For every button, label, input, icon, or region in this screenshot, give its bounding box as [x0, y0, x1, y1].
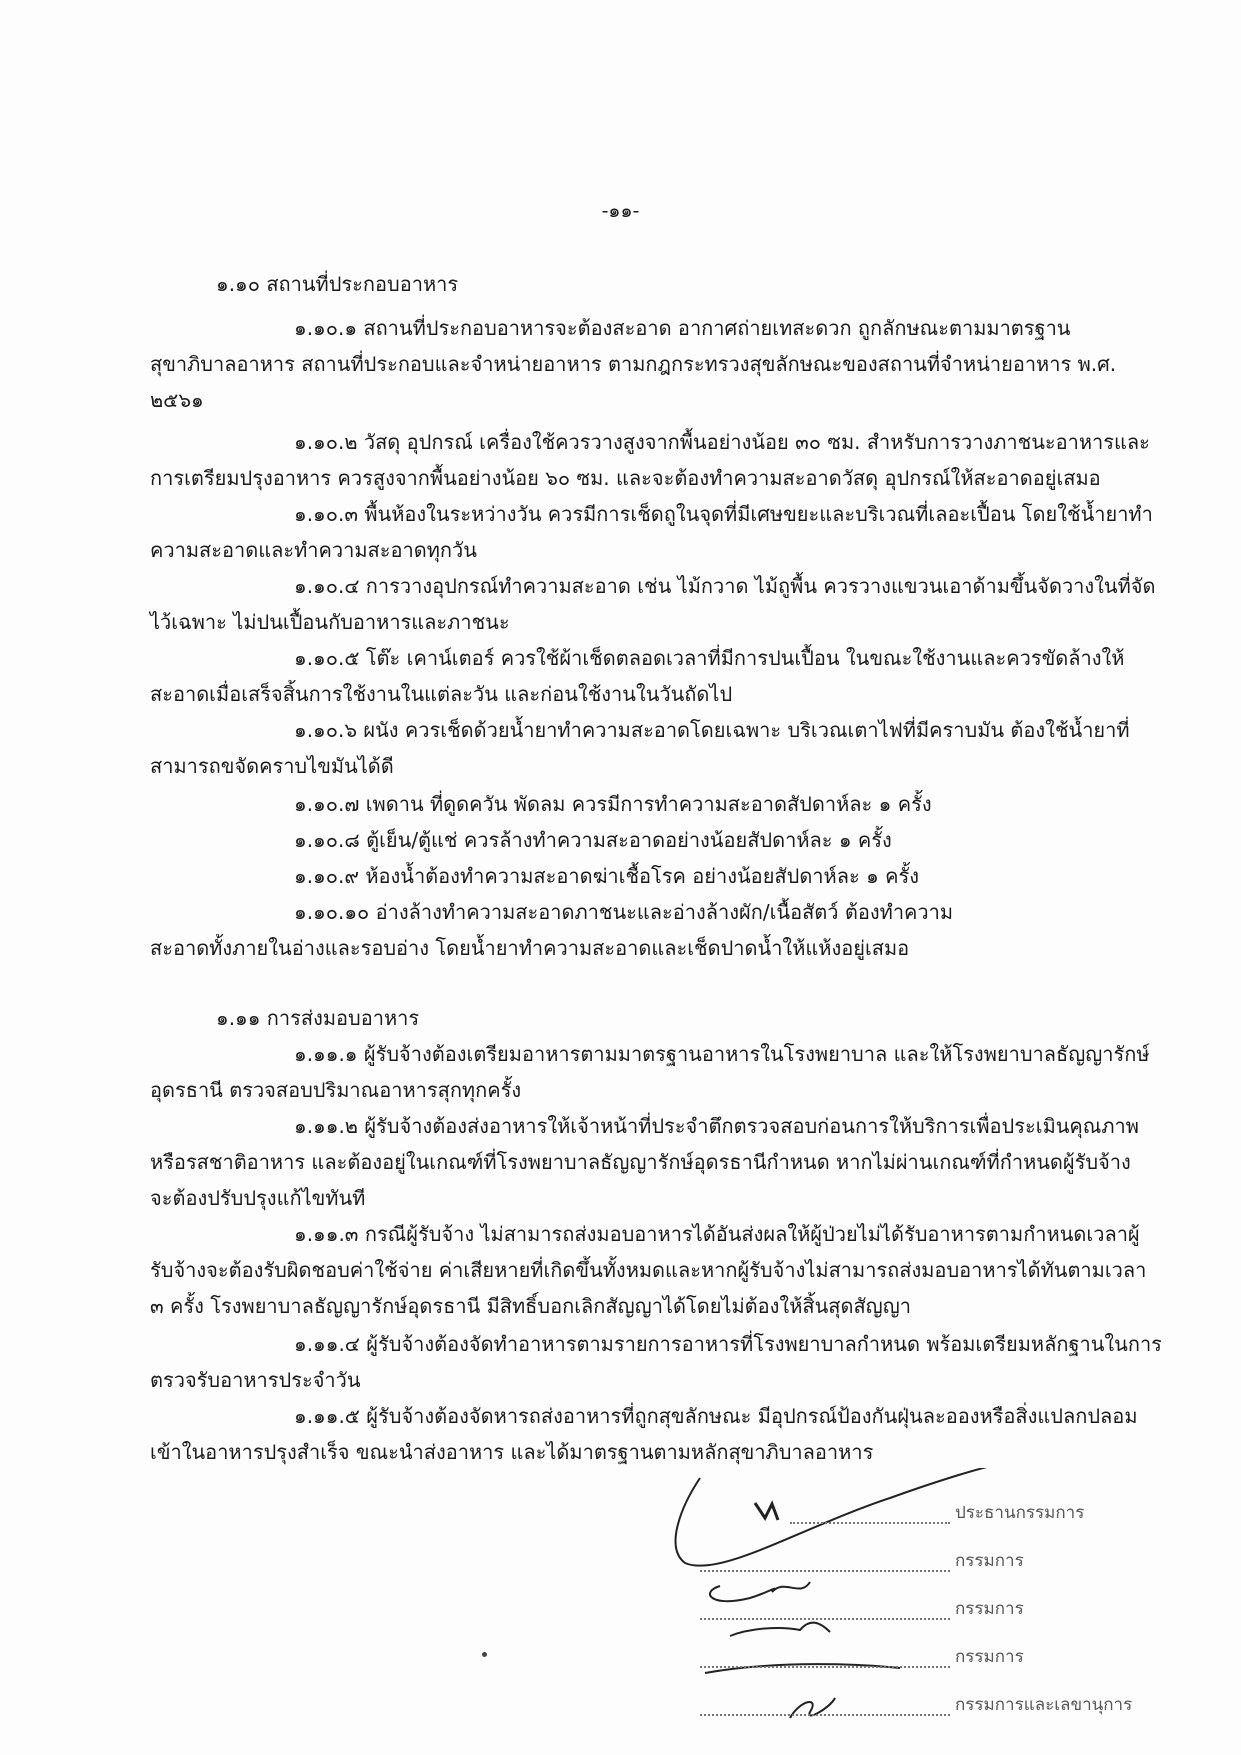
- paragraph-line: สะอาดทั้งภายในอ่างและรอบอ่าง โดยน้ำยาทำความสะอาดและเช็ดปาดน้ำให้แห้งอยู่เสมอ: [150, 936, 910, 960]
- signature-role: ประธานกรรมการ: [955, 1503, 1085, 1523]
- paragraph-line: ๑.๑๐.๙ ห้องน้ำต้องทำความสะอาดฆ่าเชื้อโรค อย่างน้อยสัปดาห์ละ ๑ ครั้ง: [294, 864, 920, 888]
- paragraph-line: สามารถขจัดคราบไขมันได้ดี: [150, 754, 394, 778]
- paragraph-line: ๑.๑๐.๒ วัสดุ อุปกรณ์ เครื่องใช้ควรวางสูงจากพื้นอย่างน้อย ๓๐ ซม. สำหรับการวางภาชนะอาหารและ: [294, 430, 1150, 454]
- paragraph-line: ๑.๑๑.๒ ผู้รับจ้างต้องส่งอาหารให้เจ้าหน้าที่ประจำตึกตรวจสอบก่อนการให้บริการเพื่อประเมินคุณภาพ: [294, 1114, 1139, 1138]
- paragraph-line: ๑.๑๐.๓ พื้นห้องในระหว่างวัน ควรมีการเช็ดถูในจุดที่มีเศษขยะและบริเวณที่เลอะเปื้อน โดยใช้น้ำยาทำ: [294, 502, 1153, 526]
- ink-dot: [482, 1652, 487, 1657]
- paragraph-line: ๑.๑๐.๔ การวางอุปกรณ์ทำความสะอาด เช่น ไม้กวาด ไม้ถูพื้น ควรวางแขวนเอาด้ามขึ้นจัดวางในที่จัด: [294, 574, 1156, 598]
- signature-row: [660, 1634, 1200, 1674]
- signature-role: กรรมการ: [955, 1647, 1024, 1667]
- paragraph-line: ๑.๑๐.๕ โต๊ะ เคาน์เตอร์ ควรใช้ผ้าเช็ดตลอดเวลาที่มีการปนเปื้อน ในขณะใช้งานและควรขัดล้างให้: [294, 646, 1125, 670]
- paragraph-line: ๓ ครั้ง โรงพยาบาลธัญญารักษ์อุดรธานี มีสิทธิ์บอกเลิกสัญญาได้โดยไม่ต้องให้สิ้นสุดสัญญา: [150, 1294, 911, 1318]
- signature-line: [700, 1714, 950, 1716]
- paragraph-line: อุดรธานี ตรวจสอบปริมาณอาหารสุกทุกครั้ง: [150, 1078, 522, 1102]
- signature-line: [700, 1618, 950, 1620]
- signature-line: [790, 1522, 950, 1524]
- paragraph-line: สะอาดเมื่อเสร็จสิ้นการใช้งานในแต่ละวัน และก่อนใช้งานในวันถัดไป: [150, 682, 733, 706]
- signature-role: กรรมการ: [955, 1599, 1024, 1619]
- paragraph-line: หรือรสชาติอาหาร และต้องอยู่ในเกณฑ์ที่โรงพยาบาลธัญญารักษ์อุดรธานีกำหนด หากไม่ผ่านเกณฑ์ที่กำหนดผู้รับจ้าง: [150, 1150, 1131, 1174]
- signature-line: [700, 1570, 950, 1572]
- paragraph-line: เข้าในอาหารปรุงสำเร็จ ขณะนำส่งอาหาร และได้มาตรฐานตามหลักสุขาภิบาลอาหาร: [150, 1440, 874, 1464]
- signature-row: [660, 1586, 1200, 1626]
- paragraph-line: รับจ้างจะต้องรับผิดชอบค่าใช้จ่าย ค่าเสียหายที่เกิดขึ้นทั้งหมดและหากผู้รับจ้างไม่สามารถส่งมอบอาหารได้ทันตามเวลา: [150, 1258, 1147, 1282]
- signature-role: กรรมการและเลขานุการ: [955, 1695, 1133, 1715]
- paragraph-line: ๒๕๖๑: [150, 388, 204, 412]
- section-heading: ๑.๑๐ สถานที่ประกอบอาหาร: [216, 272, 459, 296]
- paragraph-line: ๑.๑๑.๕ ผู้รับจ้างต้องจัดหารถส่งอาหารที่ถูกสุขลักษณะ มีอุปกรณ์ป้องกันฝุ่นละอองหรือสิ่งแปลกปลอม: [294, 1404, 1138, 1428]
- paragraph-line: การเตรียมปรุงอาหาร ควรสูงจากพื้นอย่างน้อย ๖๐ ซม. และจะต้องทำความสะอาดวัสดุ อุปกรณ์ให้สะอาดอยู่เสมอ: [150, 466, 1101, 490]
- signature-row: [660, 1538, 1200, 1578]
- paragraph-line: สุขาภิบาลอาหาร สถานที่ประกอบและจำหน่ายอาหาร ตามกฎกระทรวงสุขลักษณะของสถานที่จำหน่ายอาหาร พ.ศ.: [150, 352, 1117, 376]
- paragraph-line: ไว้เฉพาะ ไม่ปนเปื้อนกับอาหารและภาชนะ: [150, 610, 510, 634]
- paragraph-line: ๑.๑๐.๑๐ อ่างล้างทำความสะอาดภาชนะและอ่างล้างผัก/เนื้อสัตว์ ต้องทำความ: [294, 900, 954, 924]
- signature-row: [660, 1682, 1200, 1722]
- signature-line: [700, 1666, 950, 1668]
- signature-role: กรรมการ: [955, 1551, 1024, 1571]
- signature-row: [660, 1490, 1200, 1530]
- signature-block: [660, 1468, 1200, 1748]
- paragraph-line: ๑.๑๑.๓ กรณีผู้รับจ้าง ไม่สามารถส่งมอบอาหารได้อันส่งผลให้ผู้ป่วยไม่ได้รับอาหารตามกำหนดเวลาผู้: [294, 1222, 1140, 1246]
- paragraph-line: ความสะอาดและทำความสะอาดทุกวัน: [150, 538, 477, 562]
- paragraph-line: ตรวจรับอาหารประจำวัน: [150, 1368, 361, 1392]
- paragraph-line: ๑.๑๐.๘ ตู้เย็น/ตู้แช่ ควรล้างทำความสะอาดอย่างน้อยสัปดาห์ละ ๑ ครั้ง: [294, 828, 892, 852]
- paragraph-line: ๑.๑๑.๑ ผู้รับจ้างต้องเตรียมอาหารตามมาตรฐานอาหารในโรงพยาบาล และให้โรงพยาบาลธัญญารักษ์: [294, 1042, 1150, 1066]
- paragraph-line: จะต้องปรับปรุงแก้ไขทันที: [150, 1186, 366, 1210]
- paragraph-line: ๑.๑๐.๖ ผนัง ควรเช็ดด้วยน้ำยาทำความสะอาดโดยเฉพาะ บริเวณเตาไฟที่มีคราบมัน ต้องใช้น้ำยาที่: [294, 718, 1130, 742]
- paragraph-line: ๑.๑๑.๔ ผู้รับจ้างต้องจัดทำอาหารตามรายการอาหารที่โรงพยาบาลกำหนด พร้อมเตรียมหลักฐานในการ: [294, 1332, 1162, 1356]
- section-heading: ๑.๑๑ การส่งมอบอาหาร: [216, 1006, 420, 1030]
- paragraph-line: ๑.๑๐.๑ สถานที่ประกอบอาหารจะต้องสะอาด อากาศถ่ายเทสะดวก ถูกลักษณะตามมาตรฐาน: [294, 316, 1071, 340]
- paragraph-line: ๑.๑๐.๗ เพดาน ที่ดูดควัน พัดลม ควรมีการทำความสะอาดสัปดาห์ละ ๑ ครั้ง: [294, 792, 932, 816]
- page-number: -๑๑-: [601, 200, 640, 222]
